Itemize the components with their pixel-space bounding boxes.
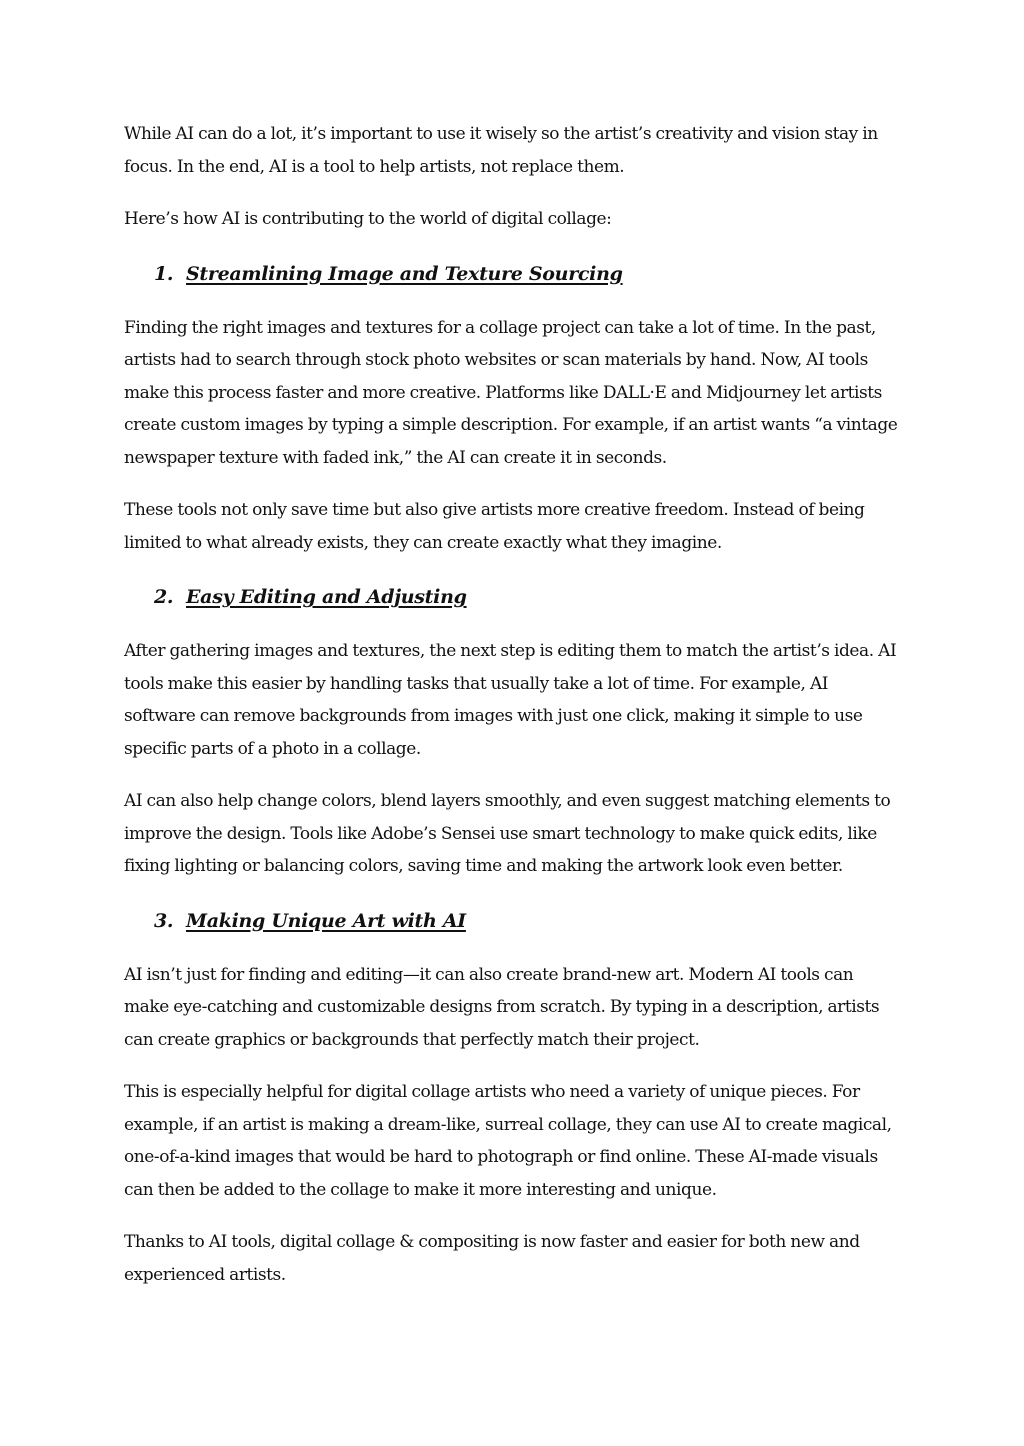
closing-paragraph: Thanks to AI tools, digital collage & compositing is now faster and easier for both new and experienced artists. — [124, 1232, 860, 1285]
section-title: Making Unique Art with AI — [186, 909, 466, 932]
section-heading-3 — [124, 903, 900, 939]
document-body — [124, 118, 900, 1311]
section-title: Easy Editing and Adjusting — [186, 586, 467, 608]
section-title: Streamlining Image and Texture Sourcing — [186, 262, 623, 285]
section-number: 2. — [154, 586, 174, 608]
section-heading-2 — [124, 579, 900, 615]
intro-lead-in: Here’s how AI is contributing to the world of digital collage: — [124, 209, 612, 229]
section-heading-1 — [124, 256, 900, 292]
intro-paragraph: While AI can do a lot, it’s important to use it wisely so the artist’s creativity and vision stay in focus. In the end, AI is a tool to help artists, not replace them. — [124, 124, 878, 177]
section-3-paragraph-2: This is especially helpful for digital collage artists who need a variety of unique pieces. For example, if an artist is making a dream-like, surreal collage, they can use AI to create magical, one-of-a-kind images that would be hard to photograph or find online. These AI-made visuals can then be added to the collage to make it more interesting and unique. — [124, 1082, 892, 1200]
section-2-paragraph-1: After gathering images and textures, the next step is editing them to match the artist’s idea. AI tools make this easier by handling tasks that usually take a lot of time. For example, AI software can remove backgrounds from images with just one click, making it simple to use specific parts of a photo in a collage. — [124, 641, 897, 759]
section-2-paragraph-2: AI can also help change colors, blend layers smoothly, and even suggest matching elements to improve the design. Tools like Adobe’s Sensei use smart technology to make quick edits, like fixing lighting or balancing colors, saving time and making the artwork look even better. — [124, 791, 891, 876]
section-number: 1. — [154, 262, 174, 285]
section-1-paragraph-2: These tools not only save time but also give artists more creative freedom. Instead of being limited to what already exists, they can create exactly what they imagine. — [124, 500, 865, 553]
section-number: 3. — [154, 909, 174, 932]
section-3-paragraph-1: AI isn’t just for finding and editing—it can also create brand-new art. Modern AI tools can make eye-catching and customizable designs from scratch. By typing in a description, artists can create graphics or backgrounds that perfectly match their project. — [124, 964, 880, 1050]
section-1-paragraph-1: Finding the right images and textures for a collage project can take a lot of time. In the past, artists had to search through stock photo websites or scan materials by hand. Now, AI tools make this process faster and more creative. Platforms like DALL·E and Midjourney let artists create custom images by typing a simple description. For example, if an artist wants “a vintage newspaper texture with faded ink,” the AI can create it in seconds. — [124, 317, 898, 468]
